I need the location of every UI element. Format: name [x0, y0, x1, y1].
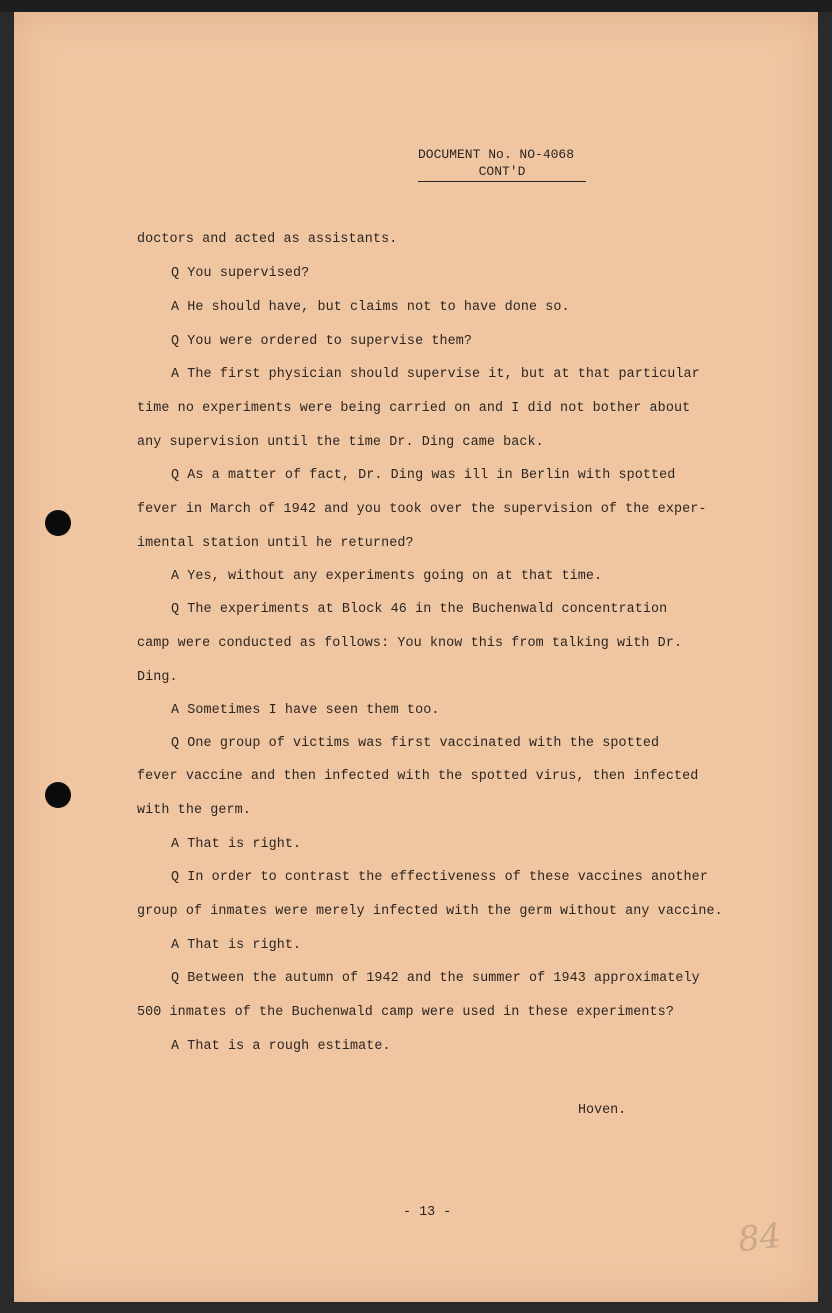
answer-line: A That is a rough estimate. [171, 1039, 391, 1054]
answer-line: A That is right. [171, 938, 302, 953]
text-line: fever vaccine and then infected with the spotted virus, then infected [137, 769, 699, 784]
text-line: group of inmates were merely infected with the germ without any vaccine. [137, 904, 723, 919]
answer-line: A That is right. [171, 837, 302, 852]
question-line: Q You were ordered to supervise them? [171, 334, 473, 349]
punch-hole-lower [45, 782, 71, 808]
document-page [14, 12, 818, 1302]
question-line: Q In order to contrast the effectiveness of these vaccines another [171, 870, 708, 885]
answer-line: A Yes, without any experiments going on at that time. [171, 569, 603, 584]
question-line: Q As a matter of fact, Dr. Ding was ill in Berlin with spotted [171, 468, 676, 483]
answer-line: A The first physician should supervise it, but at that particular [171, 367, 700, 382]
text-line: any supervision until the time Dr. Ding came back. [137, 435, 544, 450]
page-number: - 13 - [403, 1205, 452, 1220]
punch-hole-upper [45, 510, 71, 536]
text-line: fever in March of 1942 and you took over the supervision of the exper- [137, 502, 707, 517]
handwritten-page-mark: 84 [736, 1215, 784, 1261]
answer-line: A He should have, but claims not to have done so. [171, 300, 570, 315]
continued-label: CONT'D [418, 163, 586, 182]
answer-line: A Sometimes I have seen them too. [171, 703, 440, 718]
signature: Hoven. [578, 1103, 627, 1118]
text-line: Ding. [137, 670, 178, 685]
question-line: Q Between the autumn of 1942 and the summer of 1943 approximately [171, 971, 700, 986]
question-line: Q One group of victims was first vaccinated with the spotted [171, 736, 660, 751]
text-line: with the germ. [137, 803, 251, 818]
question-line: Q You supervised? [171, 266, 310, 281]
document-number: DOCUMENT No. NO-4068 [418, 147, 575, 162]
document-header [418, 146, 586, 182]
question-line: Q The experiments at Block 46 in the Buchenwald concentration [171, 602, 668, 617]
text-line: time no experiments were being carried on and I did not bother about [137, 401, 691, 416]
text-line: camp were conducted as follows: You know this from talking with Dr. [137, 636, 683, 651]
text-line: 500 inmates of the Buchenwald camp were used in these experiments? [137, 1005, 674, 1020]
scan-border [0, 0, 832, 12]
text-line: imental station until he returned? [137, 536, 414, 551]
text-line: doctors and acted as assistants. [137, 232, 398, 247]
